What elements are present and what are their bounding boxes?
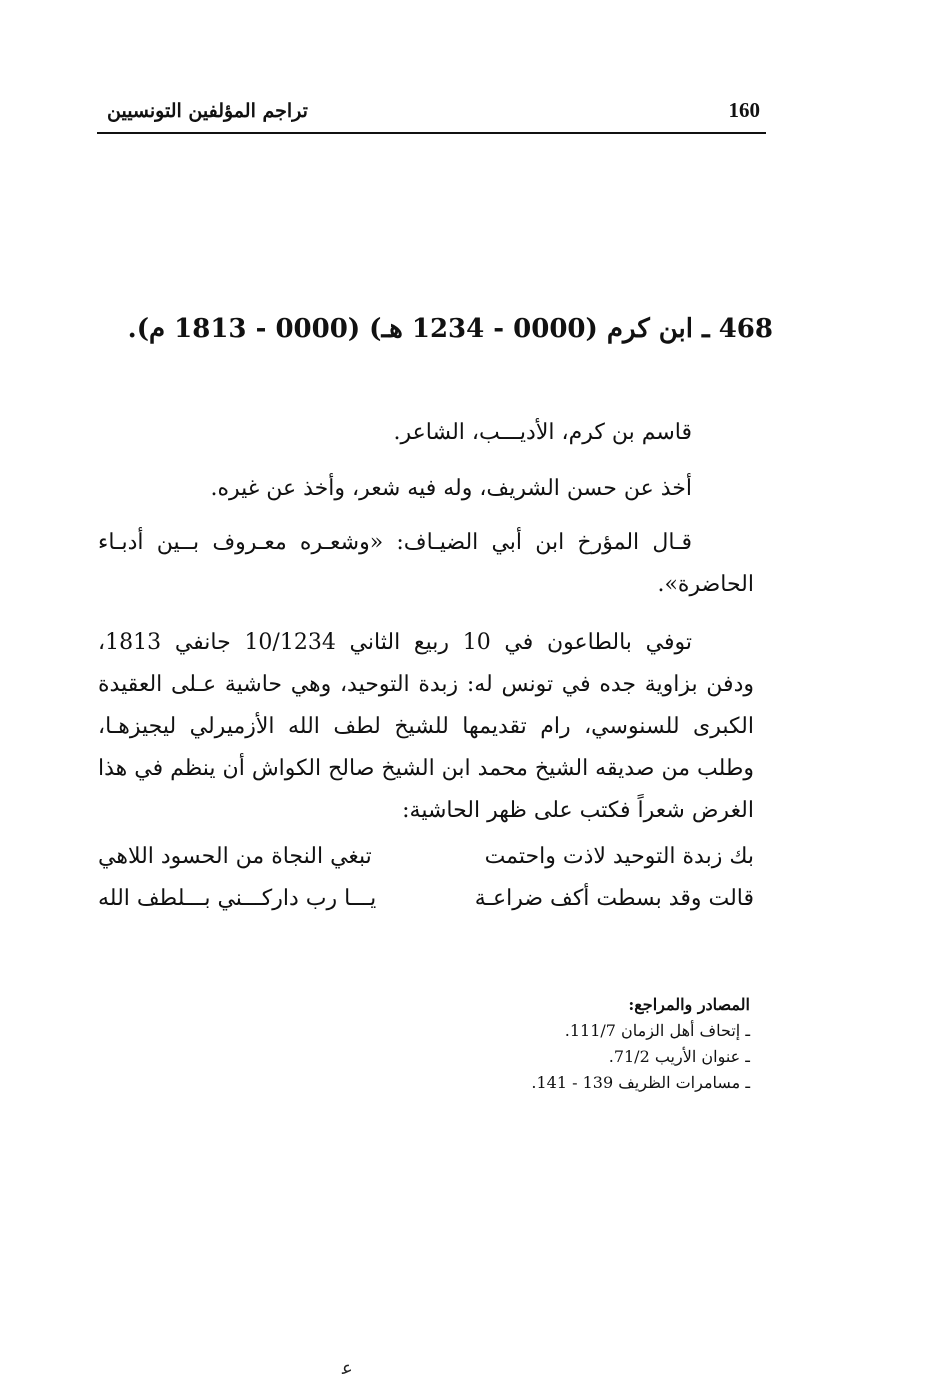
poem-verse [98,836,754,878]
paragraph-death-works: توفي بالطاعون في 10 ربيع الثاني 10/1234 جانفي 1813، ودفن بزاوية جده في تونس له: زبدة التوحيد، وهي حاشية عـلى العقيدة الكبرى للسنوسي، رام تقديمها للشيخ لطف الله الأزميرلي ليجيزهـا، وطلب من صديقه الشيخ محمد ابن الشيخ صالح الكواش أن ينظم في هذا الغرض شعراً فكتب على ظهر الحاشية: [98,630,754,823]
paragraph-teacher: أخذ عن حسن الشريف، وله فيه شعر، وأخذ عن غيره. [210,476,692,501]
source-item: ـ مسامرات الظريف 139 - 141. [531,1073,750,1092]
footer-mark: ﻋ [342,1358,353,1379]
page-header [97,96,766,134]
source-item: ـ إتحاف أهل الزمان 111/7. [564,1021,750,1040]
poem-hemistich-second: يـــا رب داركـــني بـــلطف الله [98,886,377,911]
sources-section [531,992,750,1096]
poem-hemistich-first: بك زبدة التوحيد لاذت واحتمت [484,844,754,869]
poem [98,836,754,920]
entry-title: 468 ـ ابن كرم (0000 - 1234 هـ) (0000 - 1813 م). [127,314,773,344]
sources-list [531,1018,750,1096]
paragraph-historian-quote: قـال المؤرخ ابن أبي الضيـاف: «وشعـره معـروف بــين أدبـاء الحاضرة». [98,530,754,597]
sources-heading: المصادر والمراجع: [628,995,750,1014]
source-item: ـ عنوان الأريب 71/2. [608,1047,750,1066]
page-number: 160 [728,98,760,122]
paragraph-name: قاسم بن كرم، الأديـــب، الشاعر. [393,420,692,445]
running-title: تراجم المؤلفين التونسيين [107,100,308,122]
poem-hemistich-first: قالت وقد بسطت أكف ضراعـة [474,886,754,911]
poem-verse [98,878,754,920]
poem-hemistich-second: تبغي النجاة من الحسود اللاهي [98,844,372,869]
